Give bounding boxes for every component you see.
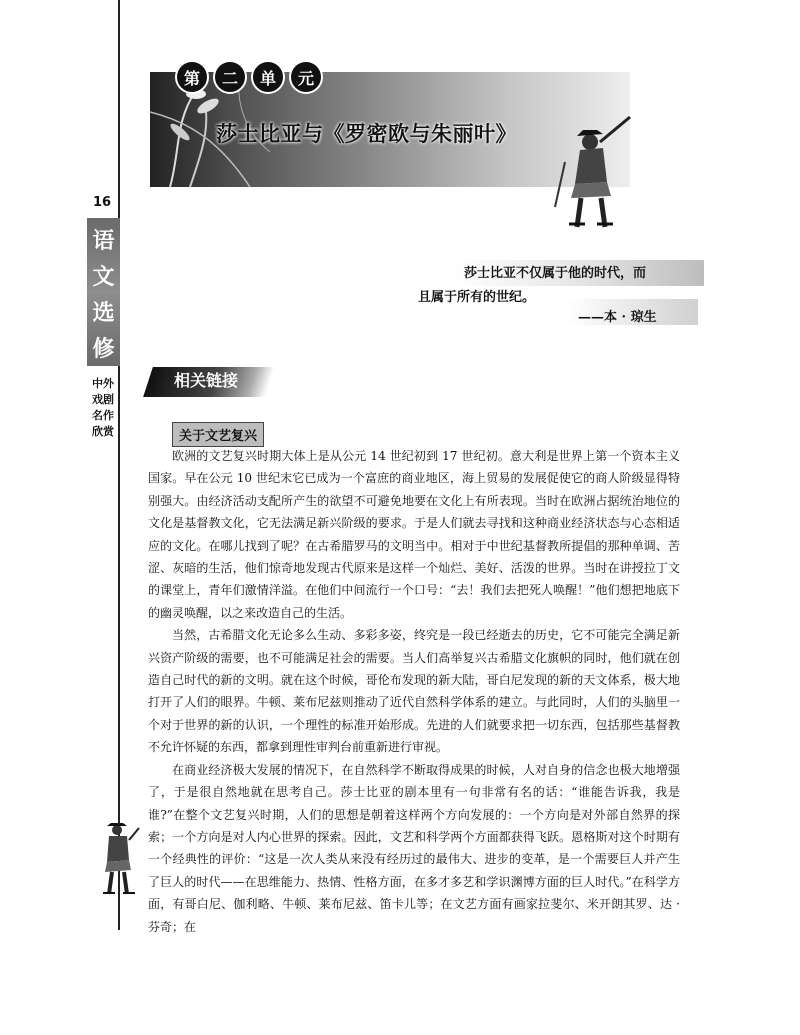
sidebar-tab (87, 218, 120, 366)
sidebar-tab-char: 选 (92, 300, 115, 326)
unit-title: 莎士比亚与《罗密欧与朱丽叶》 (216, 121, 517, 146)
quote-author: ——本 · 琼生 (578, 310, 657, 325)
quote-line: 莎士比亚不仅属于他的时代，而 (464, 266, 647, 281)
quote-line: 且属于所有的世纪。 (418, 290, 536, 305)
soldier-figure-small-illustration (97, 818, 141, 898)
topic-heading: 关于文艺复兴 (172, 422, 264, 447)
sidebar-tab-char: 文 (92, 264, 115, 290)
unit-label-char: 第 (175, 60, 209, 94)
unit-label (175, 60, 323, 94)
unit-label-char: 单 (251, 60, 285, 94)
unit-label-char: 二 (213, 60, 247, 94)
sidebar-book-title: 中外戏剧名作欣赏 (92, 377, 114, 438)
soldier-figure-illustration (545, 112, 635, 232)
paragraph: 当然，古希腊文化无论多么生动、多彩多姿，终究是一段已经逝去的历史，它不可能完全满足新兴资产阶级的需要，也不可能满足社会的需要。当人们高举复兴古希腊文化旗帜的同时，他们就在创造自己时代的新的文明。就在这个时候，哥伦布发现的新大陆，哥白尼发现的新的天文体系，极大地打开了人们的眼界。牛顿、莱布尼兹则推动了近代自然科学体系的建立。与此同时，人们的头脑里一个对于世界的新的认识，一个理性的标准开始形成。先进的人们就要求把一切东西，包括那些基督教不允许怀疑的东西，都拿到理性审判台前重新进行审视。 (148, 628, 680, 755)
body-text (148, 445, 680, 938)
paragraph: 欧洲的文艺复兴时期大体上是从公元 14 世纪初到 17 世纪初。意大利是世界上第一个资本主义国家。早在公元 10 世纪末它已成为一个富庶的商业地区，海上贸易的发展促使它的商人阶级显得特别强大。由经济活动支配所产生的欲望不可避免地要在文化上有所表现。当时在欧洲占据统治地位的文化是基督教文化，它无法满足新兴阶级的要求。于是人们就去寻找和这种商业经济状态与心态相适应的文化。在哪儿找到了呢？在古希腊罗马的文明当中。相对于中世纪基督教所提倡的那种单调、苦涩、灰暗的生活，他们惊奇地发现古代原来是这样一个灿烂、美好、活泼的世界。当时在讲授拉丁文的课堂上，青年们激情洋溢。在他们中间流行一个口号：“去！我们去把死人唤醒！”他们想把地底下的幽灵唤醒，以之来改造自己的生活。 (148, 449, 680, 620)
sidebar-tab-char: 修 (92, 336, 115, 362)
paragraph: 在商业经济极大发展的情况下，在自然科学不断取得成果的时候，人对自身的信念也极大地增强了，于是很自然地就在思考自己。莎士比亚的剧本里有一句非常有名的话：“谁能告诉我，我是谁?”在整个文艺复兴时期，人们的思想是朝着这样两个方向发展的：一个方向是对外部自然界的探索；一个方向是对人内心世界的探索。因此，文艺和科学两个方面都获得飞跃。恩格斯对这个时期有一个经典性的评价：“这是一次人类从来没有经历过的最伟大、进步的变革，是一个需要巨人并产生了巨人的时代——在思维能力、热情、性格方面，在多才多艺和学识渊博方面的巨人时代。”在科学方面，有哥白尼、伽利略、牛顿、莱布尼兹、笛卡儿等；在文艺方面有画家拉斐尔、米开朗其罗、达 · 芬奇；在 (148, 762, 680, 934)
section-header: 相关链接 (174, 371, 239, 390)
epigraph-quote (418, 257, 698, 327)
margin-rule (118, 0, 120, 930)
sidebar-tab-char: 语 (92, 228, 115, 254)
unit-label-char: 元 (289, 60, 323, 94)
page-number: 16 (93, 195, 112, 210)
